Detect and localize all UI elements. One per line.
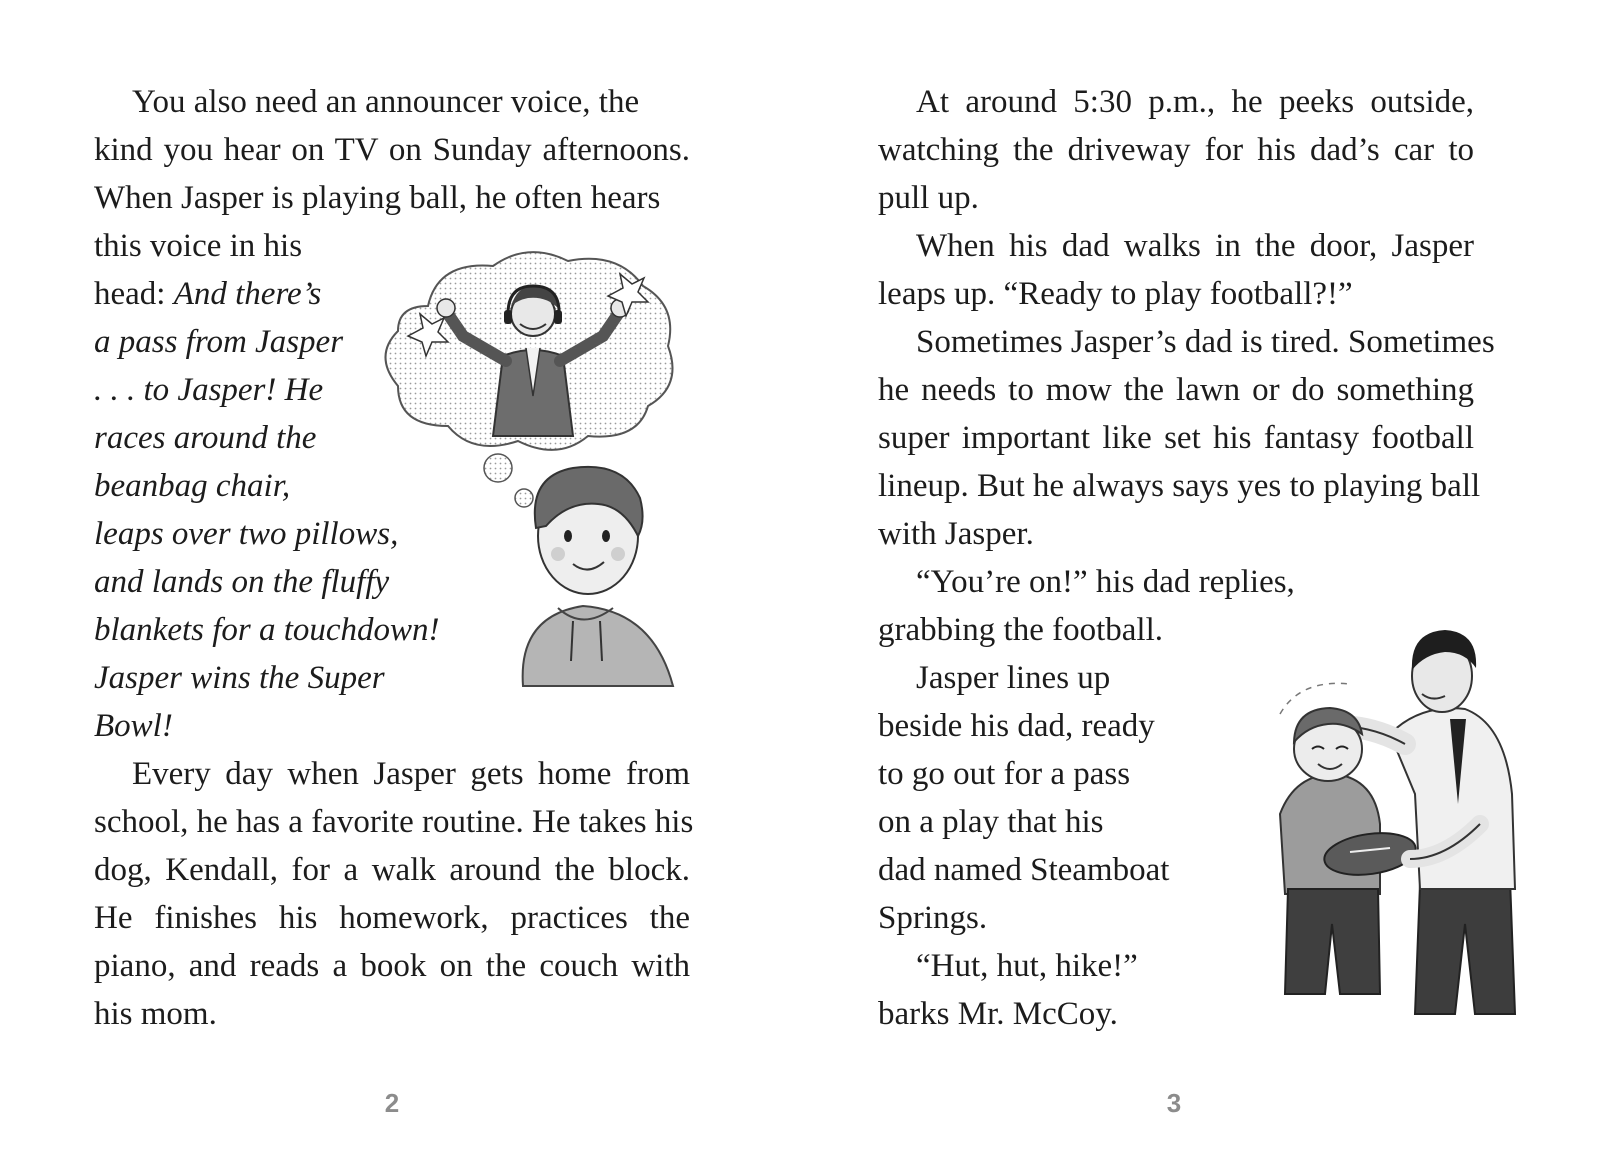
text-line: You also need an announcer voice, the (132, 84, 640, 120)
text-line: Springs. (878, 900, 988, 936)
italic-text-line: races around the (94, 420, 317, 456)
italic-text-run: And there’s (173, 276, 322, 312)
text-run: head: (94, 276, 174, 312)
text-line: When Jasper is playing ball, he often hears (94, 180, 661, 216)
text-line: “Hut, hut, hike!” (916, 948, 1138, 984)
text-line: his mom. (94, 996, 217, 1032)
italic-text-line: Bowl! (94, 708, 173, 744)
page-number: 3 (1166, 1088, 1182, 1118)
text-line: with Jasper. (878, 516, 1034, 552)
text-line: When his dad walks in the door, Jasper (916, 228, 1474, 264)
italic-text-line: Jasper wins the Super (94, 660, 385, 696)
text-line: “You’re on!” his dad replies, (916, 564, 1295, 600)
text-line: grabbing the football. (878, 612, 1164, 648)
text-line: lineup. But he always says yes to playing ball (878, 468, 1481, 504)
announcer-thought-bubble-illustration (368, 236, 688, 696)
italic-text-line: and lands on the fluffy (94, 564, 390, 600)
text-line: beside his dad, ready (878, 708, 1155, 744)
text-line: kind you hear on TV on Sunday afternoons. (94, 132, 690, 168)
text-line: He finishes his homework, practices the (94, 900, 690, 936)
text-line: Every day when Jasper gets home from (132, 756, 690, 792)
text-line: to go out for a pass (878, 756, 1131, 792)
text-line: Sometimes Jasper’s dad is tired. Sometimes (916, 324, 1495, 360)
text-line: barks Mr. McCoy. (878, 996, 1118, 1032)
text-line: pull up. (878, 180, 979, 216)
italic-text-line: beanbag chair, (94, 468, 291, 504)
text-line: watching the driveway for his dad’s car to (878, 132, 1474, 168)
text-line: dog, Kendall, for a walk around the block. (94, 852, 690, 888)
italic-text-line: . . . to Jasper! He (94, 372, 324, 408)
text-line: super important like set his fantasy football (878, 420, 1474, 456)
text-line: piano, and reads a book on the couch with (94, 948, 690, 984)
italic-text-line: a pass from Jasper (94, 324, 344, 360)
italic-text-line: blankets for a touchdown! (94, 612, 440, 648)
text-line (94, 270, 321, 319)
text-line: this voice in his (94, 228, 303, 264)
text-line: dad named Steamboat (878, 852, 1170, 888)
text-line: on a play that his (878, 804, 1104, 840)
italic-text-line: leaps over two pillows, (94, 516, 399, 552)
right-page (800, 0, 1600, 1162)
text-line: At around 5:30 p.m., he peeks outside, (916, 84, 1474, 120)
text-line: he needs to mow the lawn or do something (878, 372, 1474, 408)
dad-and-jasper-football-illustration (1240, 624, 1530, 1024)
text-line: Jasper lines up (916, 660, 1111, 696)
text-line: school, he has a favorite routine. He takes his (94, 804, 694, 840)
page-number: 2 (384, 1088, 400, 1118)
text-line: leaps up. “Ready to play football?!” (878, 276, 1353, 312)
